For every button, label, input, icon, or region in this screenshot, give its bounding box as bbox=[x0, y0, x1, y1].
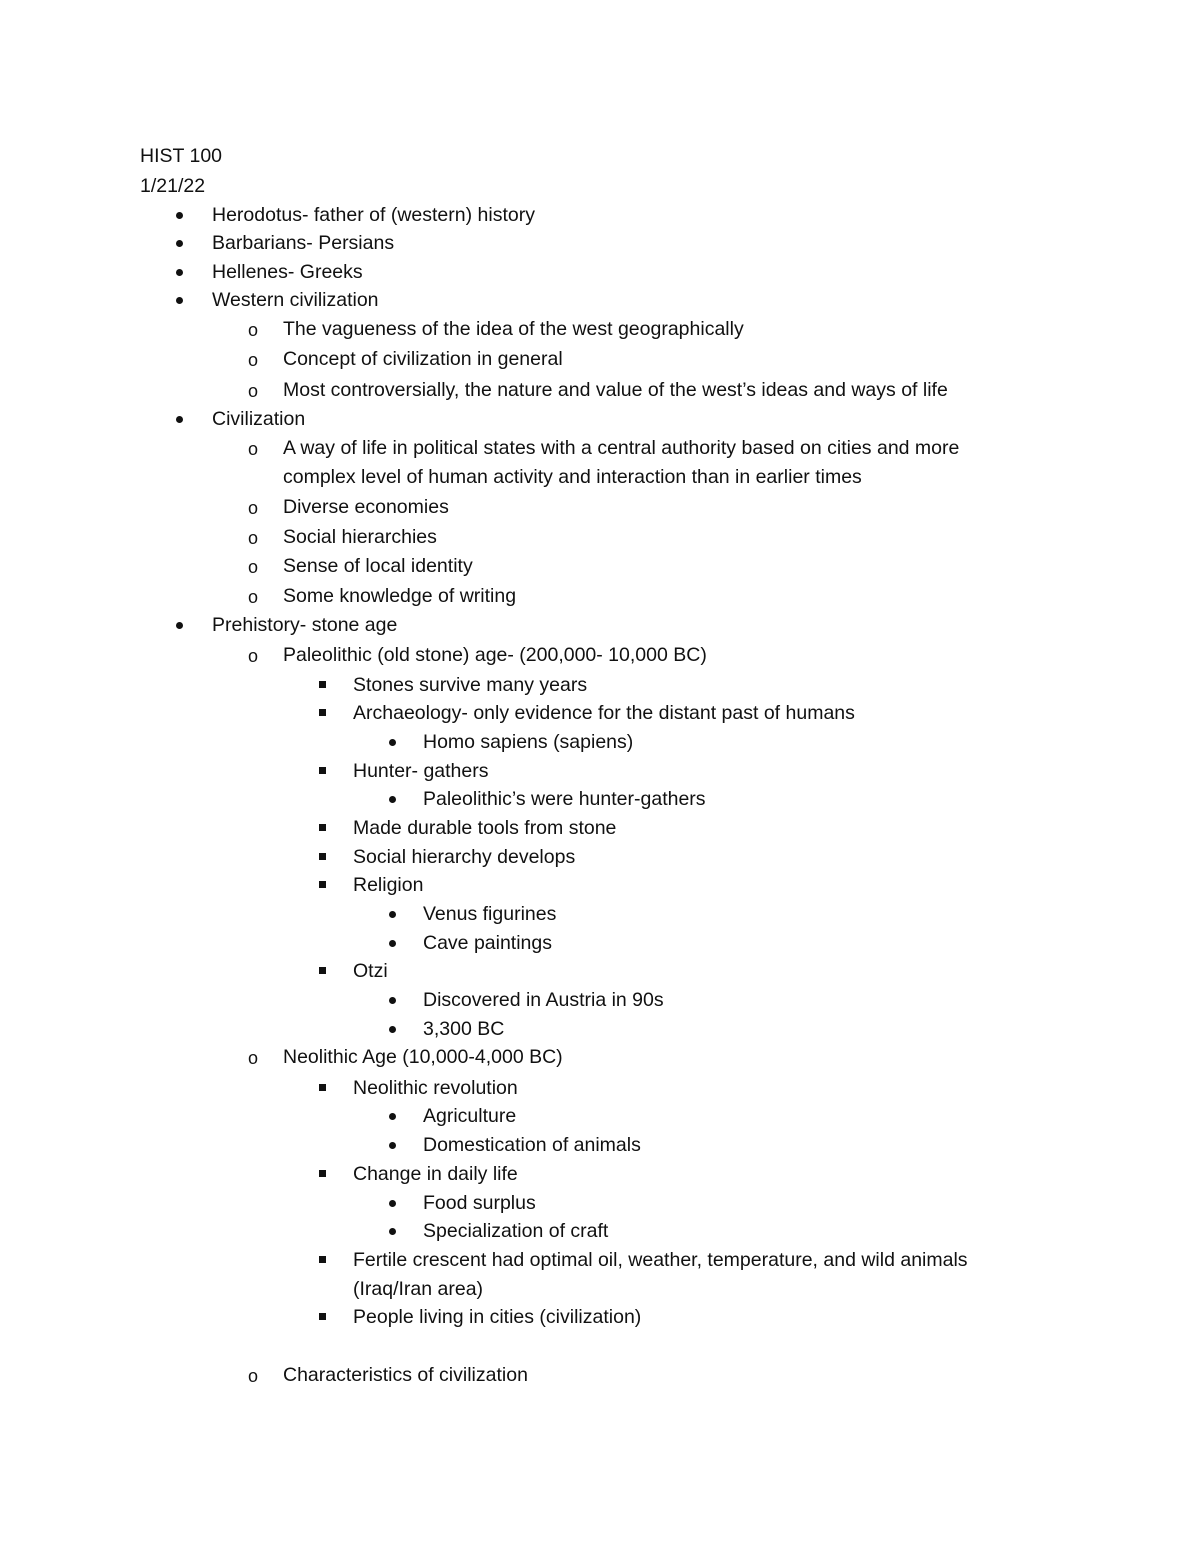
bullet-circle-icon: o bbox=[248, 350, 259, 370]
list-item-text: The vagueness of the idea of the west geographically bbox=[283, 318, 744, 340]
list-item-text: Cave paintings bbox=[423, 932, 552, 954]
list-item-text: Western civilization bbox=[212, 289, 379, 311]
bullet-square-icon bbox=[319, 1313, 326, 1320]
list-item-text: Otzi bbox=[353, 960, 388, 982]
list-item-text: Sense of local identity bbox=[283, 555, 473, 577]
bullet-square-icon bbox=[319, 1084, 326, 1091]
bullet-circle-icon: o bbox=[248, 1048, 259, 1068]
bullet-disc-icon bbox=[389, 1026, 396, 1033]
bullet-disc-icon bbox=[389, 911, 396, 918]
bullet-square-icon bbox=[319, 967, 326, 974]
bullet-disc-icon bbox=[389, 1200, 396, 1207]
list-item-text: People living in cities (civilization) bbox=[353, 1306, 642, 1328]
list-item-text: Concept of civilization in general bbox=[283, 348, 563, 370]
list-item-text: Paleolithic’s were hunter-gathers bbox=[423, 788, 706, 810]
list-item-text: Specialization of craft bbox=[423, 1220, 609, 1242]
bullet-disc-icon bbox=[389, 739, 396, 746]
list-item-text: (Iraq/Iran area) bbox=[353, 1278, 484, 1300]
bullet-disc-icon bbox=[389, 796, 396, 803]
list-item-text: Prehistory- stone age bbox=[212, 614, 398, 636]
bullet-circle-icon: o bbox=[248, 646, 259, 666]
bullet-square-icon bbox=[319, 1170, 326, 1177]
bullet-square-icon bbox=[319, 709, 326, 716]
list-item-text: Discovered in Austria in 90s bbox=[423, 989, 664, 1011]
bullet-circle-icon: o bbox=[248, 381, 259, 401]
list-item-text: A way of life in political states with a central authority based on cities and more bbox=[283, 437, 960, 459]
bullet-disc-icon bbox=[389, 1228, 396, 1235]
list-item-text: Social hierarchies bbox=[283, 526, 437, 548]
bullet-circle-icon: o bbox=[248, 587, 259, 607]
bullet-disc-icon bbox=[176, 622, 183, 629]
list-item-text: Neolithic Age (10,000-4,000 BC) bbox=[283, 1046, 563, 1068]
list-item-text: Stones survive many years bbox=[353, 674, 588, 696]
list-item-text: Religion bbox=[353, 874, 424, 896]
list-item-text: Barbarians- Persians bbox=[212, 232, 395, 254]
note-date: 1/21/22 bbox=[140, 175, 206, 197]
bullet-disc-icon bbox=[176, 240, 183, 247]
list-item-text: Fertile crescent had optimal oil, weather, temperature, and wild animals bbox=[353, 1249, 968, 1271]
list-item-text: Paleolithic (old stone) age- (200,000- 10,000 BC) bbox=[283, 644, 707, 666]
list-item-text: Venus figurines bbox=[423, 903, 557, 925]
list-item-text: Homo sapiens (sapiens) bbox=[423, 731, 634, 753]
bullet-disc-icon bbox=[176, 297, 183, 304]
bullet-circle-icon: o bbox=[248, 528, 259, 548]
list-item-text: Herodotus- father of (western) history bbox=[212, 204, 535, 226]
list-item-text: Made durable tools from stone bbox=[353, 817, 617, 839]
bullet-square-icon bbox=[319, 881, 326, 888]
list-item-text: Hunter- gathers bbox=[353, 760, 489, 782]
bullet-circle-icon: o bbox=[248, 1366, 259, 1386]
list-item-text: Civilization bbox=[212, 408, 306, 430]
bullet-square-icon bbox=[319, 1256, 326, 1263]
bullet-disc-icon bbox=[389, 1113, 396, 1120]
bullet-square-icon bbox=[319, 824, 326, 831]
list-item-text: Neolithic revolution bbox=[353, 1077, 518, 1099]
list-item-text: Food surplus bbox=[423, 1192, 536, 1214]
list-item-text: Change in daily life bbox=[353, 1163, 518, 1185]
list-item-text: complex level of human activity and interaction than in earlier times bbox=[283, 466, 862, 488]
bullet-circle-icon: o bbox=[248, 439, 259, 459]
list-item-text: Social hierarchy develops bbox=[353, 846, 576, 868]
bullet-square-icon bbox=[319, 853, 326, 860]
course-title: HIST 100 bbox=[140, 145, 223, 167]
list-item-text: Some knowledge of writing bbox=[283, 585, 517, 607]
list-item-text: Agriculture bbox=[423, 1105, 517, 1127]
list-item-text: Hellenes- Greeks bbox=[212, 261, 363, 283]
bullet-circle-icon: o bbox=[248, 320, 259, 340]
bullet-disc-icon bbox=[176, 212, 183, 219]
list-item-text: 3,300 BC bbox=[423, 1018, 505, 1040]
bullet-square-icon bbox=[319, 681, 326, 688]
bullet-disc-icon bbox=[389, 1142, 396, 1149]
bullet-disc-icon bbox=[176, 416, 183, 423]
bullet-disc-icon bbox=[176, 269, 183, 276]
list-item-text: Archaeology- only evidence for the distant past of humans bbox=[353, 702, 855, 724]
bullet-circle-icon: o bbox=[248, 557, 259, 577]
bullet-disc-icon bbox=[389, 997, 396, 1004]
bullet-circle-icon: o bbox=[248, 498, 259, 518]
list-item-text: Characteristics of civilization bbox=[283, 1364, 528, 1386]
list-item-text: Most controversially, the nature and value of the west’s ideas and ways of life bbox=[283, 379, 948, 401]
list-item-text: Diverse economies bbox=[283, 496, 449, 518]
list-item-text: Domestication of animals bbox=[423, 1134, 641, 1156]
bullet-square-icon bbox=[319, 767, 326, 774]
bullet-disc-icon bbox=[389, 940, 396, 947]
